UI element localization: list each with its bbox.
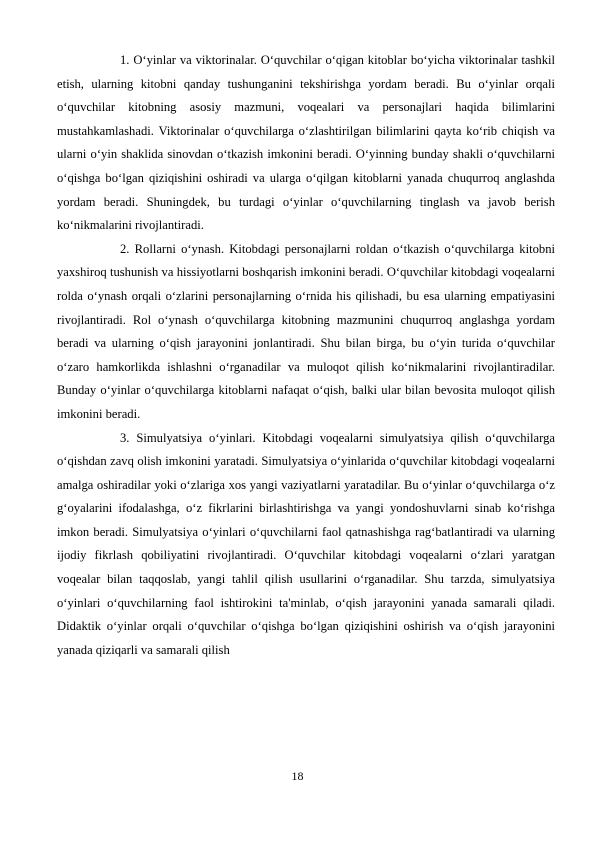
paragraph-simulation-games: 3. Simulyatsiya o‘yinlari. Kitobdagi voqealarni simulyatsiya qilish o‘quvchilarga o‘qishdan zavq olish imkonini yaratadi. Simulyatsiya o‘yinlarida o‘quvchilar kitobdagi voqealarni amalga oshiradilar yoki o‘zlariga xos yangi vaziyatlarni yaratadilar. Bu o‘yinlar o‘quvchilarga o‘z g‘oyalarini ifodalashga, o‘z fikrlarini birlashtirishga va yangi yondoshuvlarni sinab ko‘rishga imkon beradi. Simulyatsiya o‘yinlari o‘quvchilarni faol qatnashishga rag‘batlantiradi va ularning ijodiy fikrlash qobiliyatini rivojlantiradi. O‘quvchilar kitobdagi voqealarni o‘zlari yaratgan voqealar bilan taqqoslab, yangi tahlil qilish usullarini o‘rganadilar. Shu tarzda, simulyatsiya o‘yinlari o‘quvchilarning faol ishtirokini ta'minlab, o‘qish jarayonini yanada samarali qiladi. Didaktik o‘yinlar orqali o‘quvchilar o‘qishga bo‘lgan qiziqishini oshirish va o‘qish jarayonini yanada qiziqarli va samarali qilish	[57, 430, 555, 657]
paragraph-role-play: 2. Rollarni o‘ynash. Kitobdagi personajlarni roldan o‘tkazish o‘quvchilarga kitobni yaxshiroq tushunish va hissiyotlarni boshqarish imkonini beradi. O‘quvchilar kitobdagi voqealarni rolda o‘ynash orqali o‘zlarini personajlarning o‘rnida his qilishadi, bu esa ularning empatiyasini rivojlantiradi. Rol o‘ynash o‘quvchilarga kitobning mazmunini chuqurroq anglashga yordam beradi va ularning o‘qish jarayonini jonlantiradi. Shu bilan birga, bu o‘yin turida o‘quvchilar o‘zaro hamkorlikda ishlashni o‘rganadilar va muloqot qilish ko‘nikmalarini rivojlantiradilar. Bunday o‘yinlar o‘quvchilarga kitoblarni nafaqat o‘qish, balki ular bilan bevosita muloqot qilish imkonini beradi.	[57, 241, 555, 421]
paragraph-games-quizzes: 1. O‘yinlar va viktorinalar. O‘quvchilar o‘qigan kitoblar bo‘yicha viktorinalar tashkil etish, ularning kitobni qanday tushunganini tekshirishga yordam beradi. Bu o‘yinlar orqali o‘quvchilar kitobning asosiy mazmuni, voqealari va personajlari haqida bilimlarini mustahkamlashadi. Viktorinalar o‘quvchilarga o‘zlashtirilgan bilimlarini qayta ko‘rib chiqish va ularni o‘yin shaklida sinovdan o‘tkazish imkonini beradi. O‘yinning bunday shakli o‘quvchilarni o‘qishga bo‘lgan qiziqishini oshiradi va ularga o‘qilgan kitoblarni yanada chuqurroq anglashda yordam beradi. Shuningdek, bu turdagi o‘yinlar o‘quvchilarning tinglash va javob berish ko‘nikmalarini rivojlantiradi.	[57, 53, 555, 233]
page-number: 18	[291, 769, 304, 783]
document-body	[57, 49, 555, 662]
